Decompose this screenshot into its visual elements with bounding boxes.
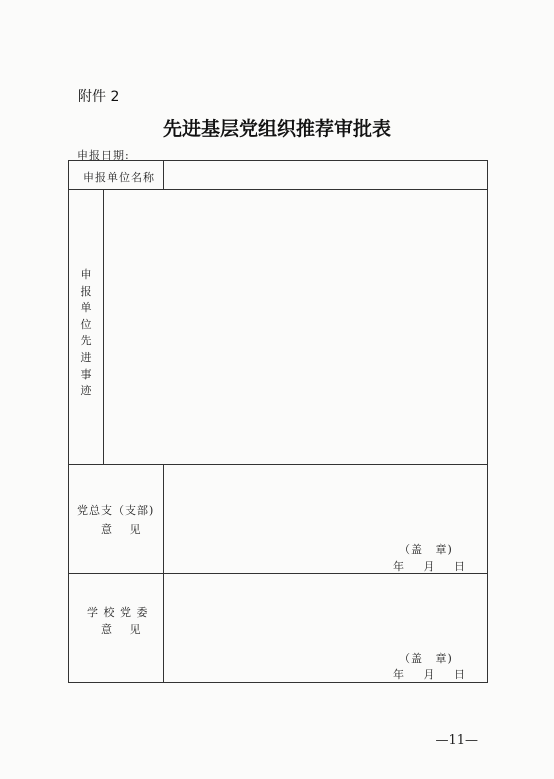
page-number: —11— — [435, 733, 478, 748]
column-divider — [163, 464, 164, 683]
school-opinion-label-line2: 意 见 — [101, 623, 142, 636]
branch-seal: （盖 章) — [399, 543, 453, 556]
school-opinion-label-line1: 学 校 党 委 — [87, 606, 149, 619]
achievements-field[interactable] — [109, 195, 481, 457]
attachment-label: 附件 2 — [78, 89, 120, 105]
apply-date-label: 申报日期: — [77, 149, 130, 162]
unit-name-label: 申报单位名称 — [83, 171, 155, 184]
branch-opinion-label-line2: 意 见 — [101, 523, 142, 536]
row-divider — [69, 464, 487, 465]
column-divider — [103, 189, 104, 464]
recommendation-form-table — [68, 160, 488, 683]
column-divider — [163, 161, 164, 189]
unit-name-field[interactable] — [169, 164, 481, 186]
branch-date: 年 月 日 — [393, 560, 466, 573]
achievements-label: 申报单位先进事迹 — [80, 268, 92, 398]
school-date: 年 月 日 — [393, 668, 466, 681]
branch-opinion-label-line1: 党总支（支部) — [77, 504, 155, 517]
school-seal: （盖 章) — [399, 652, 453, 665]
row-divider — [69, 189, 487, 190]
page-title: 先进基层党组织推荐审批表 — [162, 118, 391, 140]
